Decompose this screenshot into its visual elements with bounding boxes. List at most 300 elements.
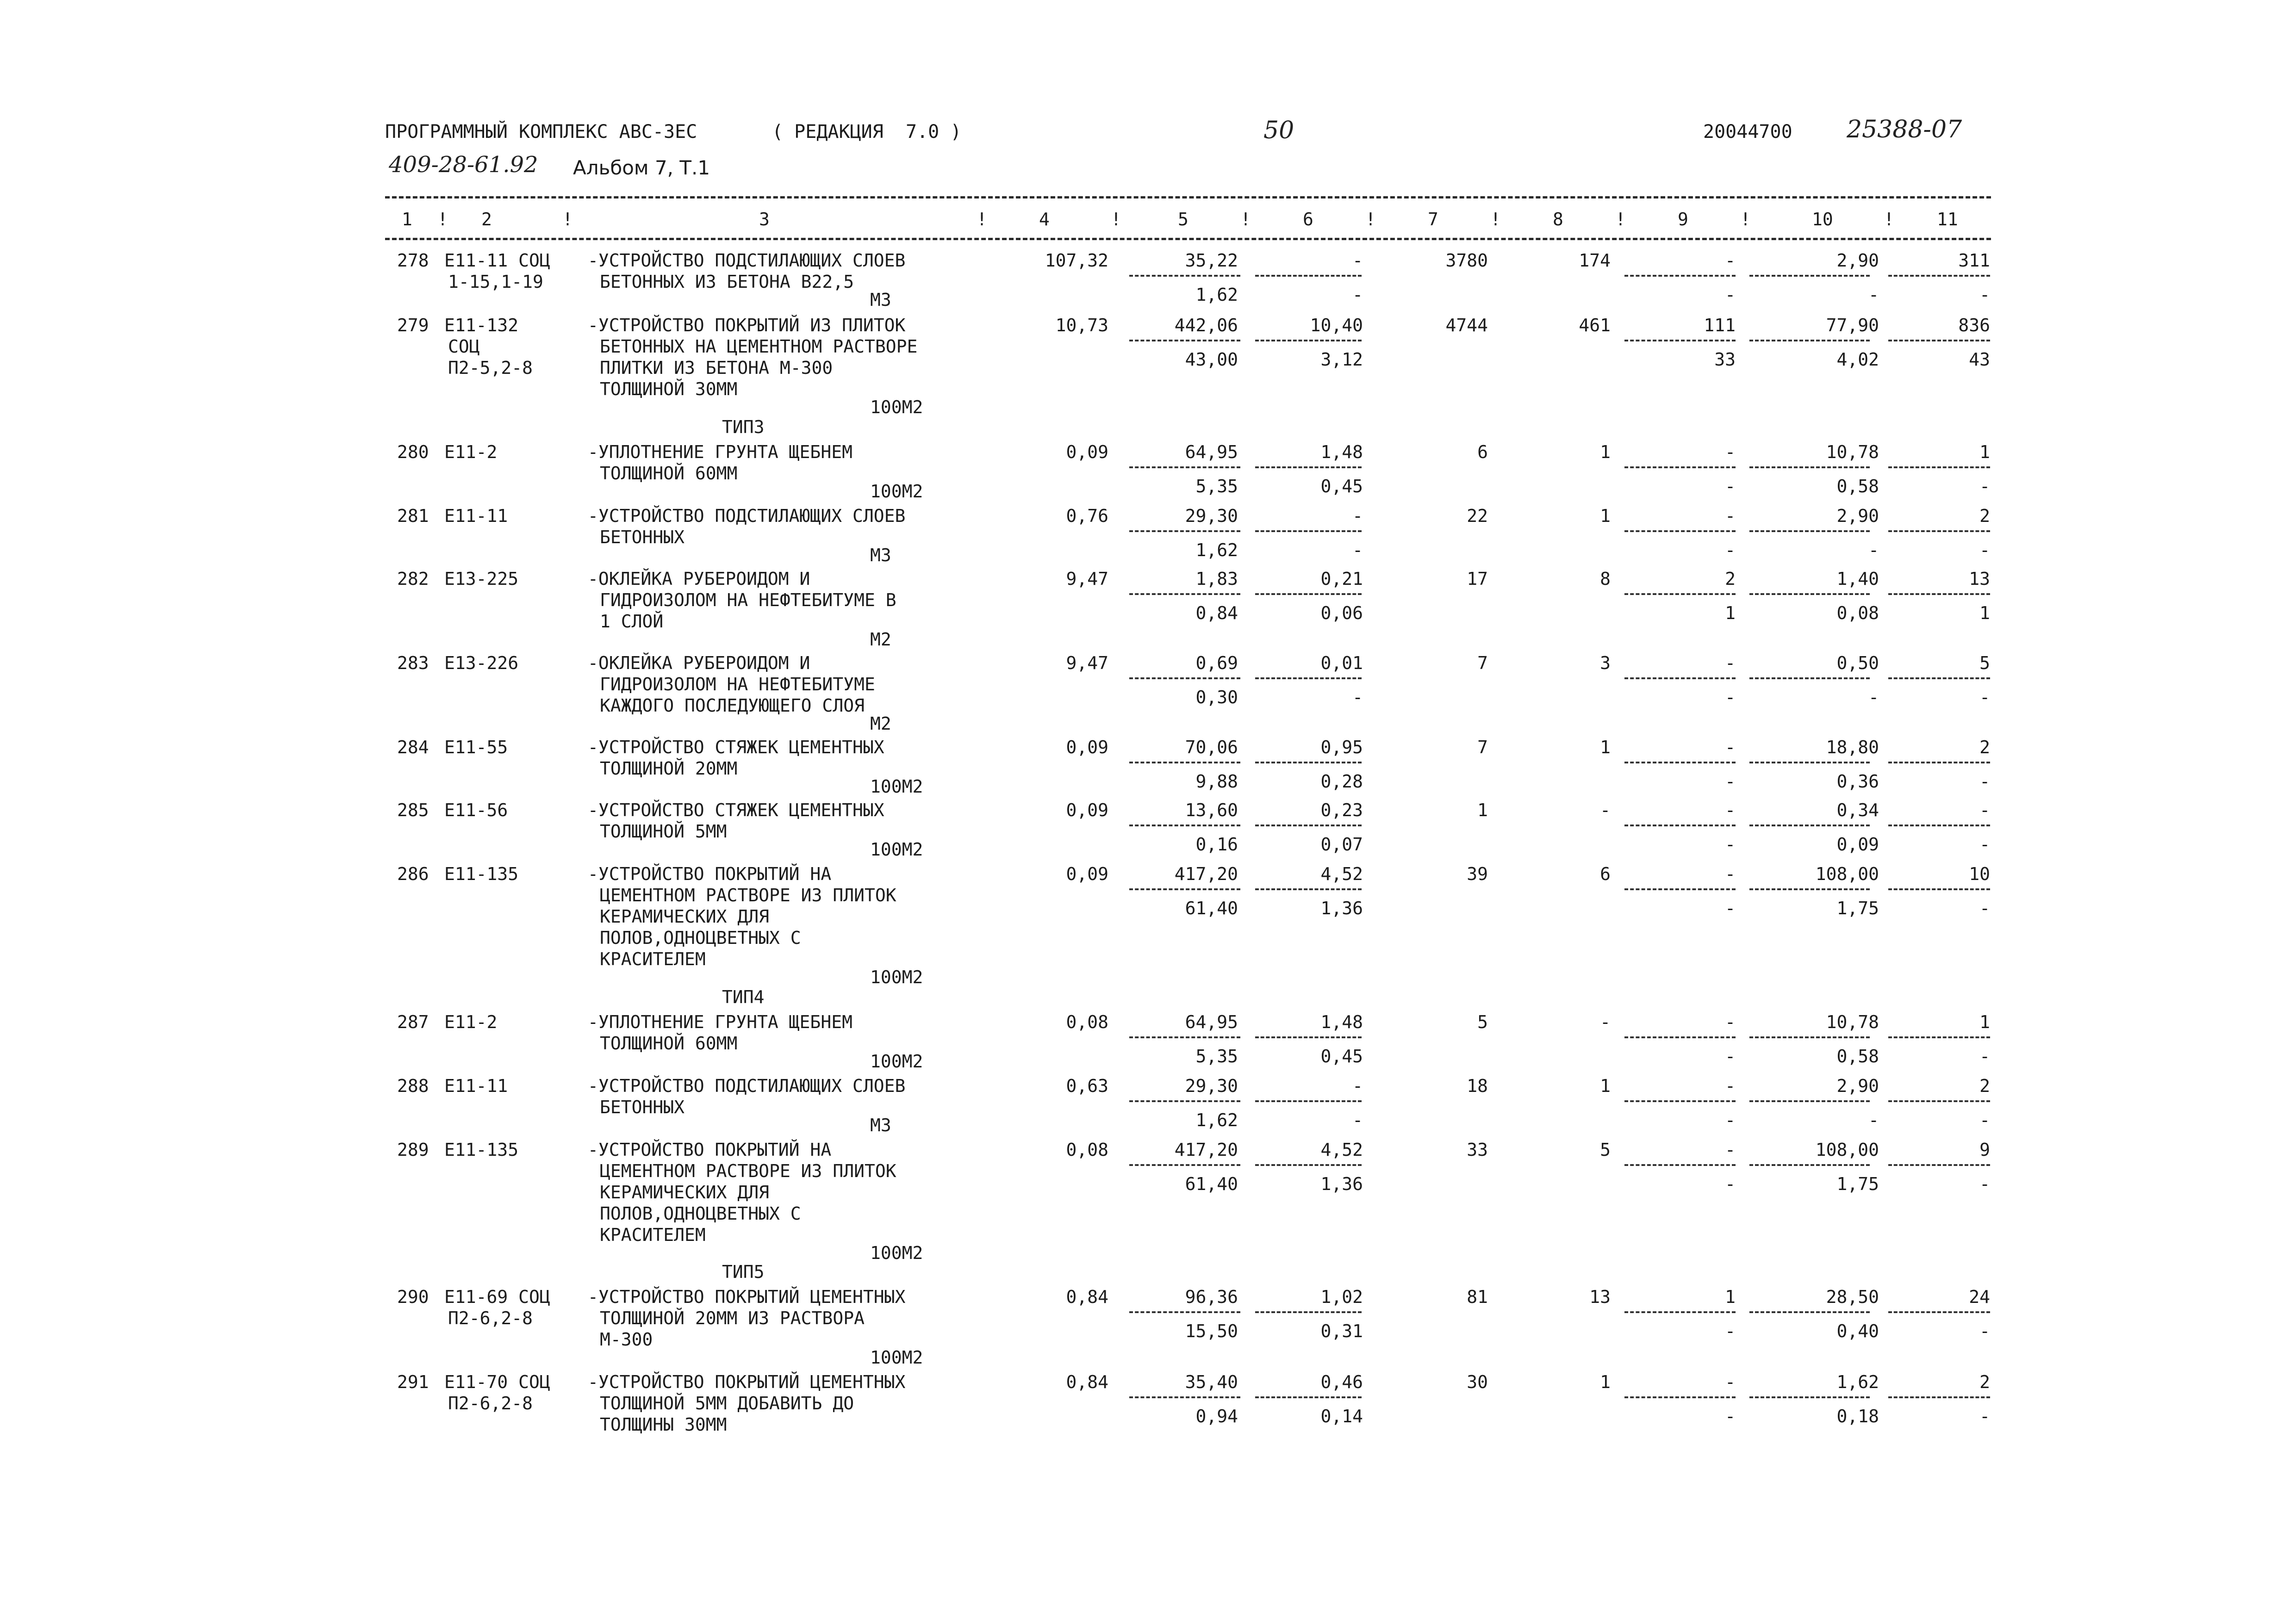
column-separator: !	[1365, 209, 1376, 229]
labor-total: -	[1725, 1372, 1736, 1392]
total-machine: 3	[1600, 653, 1611, 673]
cell-divider	[1255, 677, 1362, 679]
machine-cost: -	[1352, 250, 1363, 271]
cell-divider	[1255, 825, 1362, 826]
total-machine: 461	[1579, 315, 1611, 335]
rate-code: Е13-226	[444, 653, 519, 673]
cell-divider	[1624, 762, 1736, 763]
machine-cost: 0,95	[1320, 737, 1363, 757]
cell-divider	[1624, 1396, 1736, 1398]
column-separator: !	[1615, 209, 1626, 229]
work-description: -УСТРОЙСТВО СТЯЖЕК ЦЕМЕНТНЫХ	[588, 800, 884, 820]
column-header-11: 11	[1937, 209, 1958, 229]
machine-cost-wages: 0,06	[1320, 602, 1363, 623]
work-description: ЦЕМЕНТНОМ РАСТВОРЕ ИЗ ПЛИТОК	[600, 1161, 896, 1181]
cell-divider	[1255, 1164, 1362, 1166]
cell-divider	[1888, 275, 1990, 277]
machine-cost: 1,48	[1320, 442, 1363, 462]
cell-divider	[1129, 1100, 1240, 1102]
labor-amount-machine: -	[1979, 1110, 1990, 1130]
work-description: БЕТОННЫХ НА ЦЕМЕНТНОМ РАСТВОРЕ	[600, 336, 918, 357]
rate-code-extra: П2-6,2-8	[448, 1308, 533, 1328]
cell-divider	[1255, 340, 1362, 341]
unit-of-measure: 100М2	[870, 1347, 923, 1368]
column-separator: !	[1490, 209, 1501, 229]
labor-unit: 28,50	[1826, 1287, 1879, 1307]
rate-code: Е11-135	[444, 864, 519, 884]
labor-amount-machine: -	[1979, 1321, 1990, 1341]
labor-unit: 108,00	[1815, 1140, 1879, 1160]
unit-cost-wages: 0,30	[1195, 687, 1238, 707]
work-description: ТОЛЩИНЫ 30ММ	[600, 1414, 727, 1435]
labor-amount: 1	[1979, 1012, 1990, 1032]
labor-unit-machine: -	[1868, 284, 1879, 305]
cell-divider	[1255, 593, 1362, 595]
cell-divider	[1888, 1396, 1990, 1398]
type-heading: ТИП4	[722, 987, 765, 1007]
machine-cost: 0,21	[1320, 569, 1363, 589]
labor-amount-machine: -	[1979, 1046, 1990, 1066]
cell-divider	[1129, 275, 1240, 277]
total-machine: -	[1600, 800, 1611, 820]
column-header-7: 7	[1428, 209, 1438, 229]
labor-unit-machine: -	[1868, 539, 1879, 560]
labor-amount-machine: 43	[1969, 349, 1990, 370]
row-number: 284	[397, 737, 429, 757]
work-description: ТОЛЩИНОЙ 60ММ	[600, 1033, 738, 1054]
labor-unit: 2,90	[1836, 506, 1879, 526]
quantity: 10,73	[1055, 315, 1108, 335]
cell-divider	[1624, 340, 1736, 341]
labor-amount-machine: 1	[1979, 602, 1990, 623]
quantity: 0,09	[1066, 800, 1108, 820]
column-header-9: 9	[1678, 209, 1688, 229]
labor-unit-machine: 0,08	[1836, 602, 1879, 623]
machine-cost: 1,02	[1320, 1287, 1363, 1307]
unit-cost-wages: 43,00	[1185, 349, 1238, 370]
quantity: 0,09	[1066, 864, 1108, 884]
unit-cost-wages: 0,16	[1195, 834, 1238, 855]
labor-amount-machine: -	[1979, 687, 1990, 707]
machine-cost-wages: 1,36	[1320, 1173, 1363, 1194]
total-machine: 1	[1600, 1372, 1611, 1392]
work-description: -УСТРОЙСТВО ПОКРЫТИЙ ЦЕМЕНТНЫХ	[588, 1287, 906, 1307]
unit-cost-wages: 0,94	[1195, 1406, 1238, 1426]
unit-cost: 29,30	[1185, 506, 1238, 526]
rate-code-extra: СОЦ	[448, 336, 480, 357]
labor-amount-machine: -	[1979, 834, 1990, 855]
cell-divider	[1624, 677, 1736, 679]
row-number: 280	[397, 442, 429, 462]
quantity: 9,47	[1066, 569, 1108, 589]
cell-divider	[1888, 1311, 1990, 1313]
rate-code-extra: П2-6,2-8	[448, 1393, 533, 1414]
total-cost: 7	[1477, 737, 1488, 757]
unit-cost: 29,30	[1185, 1076, 1238, 1096]
cell-divider	[1749, 1396, 1870, 1398]
labor-machine: -	[1725, 687, 1736, 707]
cell-divider	[1624, 466, 1736, 468]
labor-unit-machine: 1,75	[1836, 1173, 1879, 1194]
labor-unit-machine: -	[1868, 1110, 1879, 1130]
unit-cost: 70,06	[1185, 737, 1238, 757]
labor-amount: 836	[1958, 315, 1990, 335]
page-number: 50	[1263, 117, 1294, 144]
work-description: -УСТРОЙСТВО ПОДСТИЛАЮЩИХ СЛОЕВ	[588, 506, 906, 526]
labor-unit-machine: -	[1868, 687, 1879, 707]
cell-divider	[1888, 825, 1990, 826]
work-description: ТОЛЩИНОЙ 20ММ ИЗ РАСТВОРА	[600, 1308, 865, 1328]
rate-code-extra: 1-15,1-19	[448, 272, 543, 292]
total-cost: 4744	[1445, 315, 1488, 335]
cell-divider	[1255, 275, 1362, 277]
rate-code-extra: П2-5,2-8	[448, 358, 533, 378]
unit-cost: 64,95	[1185, 442, 1238, 462]
machine-cost: -	[1352, 1076, 1363, 1096]
total-cost: 5	[1477, 1012, 1488, 1032]
labor-amount: 311	[1958, 250, 1990, 271]
labor-unit-machine: 0,40	[1836, 1321, 1879, 1341]
cell-divider	[1749, 466, 1870, 468]
unit-cost-wages: 15,50	[1185, 1321, 1238, 1341]
cell-divider	[1888, 762, 1990, 763]
machine-cost: 0,23	[1320, 800, 1363, 820]
unit-cost-wages: 9,88	[1195, 771, 1238, 792]
labor-total: -	[1725, 653, 1736, 673]
row-number: 290	[397, 1287, 429, 1307]
labor-machine: -	[1725, 898, 1736, 918]
column-separator: !	[1111, 209, 1121, 229]
unit-cost-wages: 1,62	[1195, 539, 1238, 560]
machine-cost-wages: 1,36	[1320, 898, 1363, 918]
album-label: Альбом 7, Т.1	[573, 156, 710, 179]
column-header-10: 10	[1812, 209, 1833, 229]
row-number: 283	[397, 653, 429, 673]
labor-total: -	[1725, 800, 1736, 820]
labor-machine: -	[1725, 1110, 1736, 1130]
edition-label: ( РЕДАКЦИЯ 7.0 )	[772, 121, 962, 143]
work-description: -УСТРОЙСТВО ПОКРЫТИЙ НА	[588, 1140, 832, 1160]
work-description: -УПЛОТНЕНИЕ ГРУНТА ЩЕБНЕМ	[588, 442, 852, 462]
cell-divider	[1888, 593, 1990, 595]
cell-divider	[1888, 1100, 1990, 1102]
unit-cost: 35,40	[1185, 1372, 1238, 1392]
cell-divider	[1749, 1164, 1870, 1166]
cell-divider	[1749, 888, 1870, 890]
labor-unit-machine: 0,18	[1836, 1406, 1879, 1426]
labor-unit: 0,34	[1836, 800, 1879, 820]
column-separator: !	[1884, 209, 1894, 229]
work-description: КЕРАМИЧЕСКИХ ДЛЯ	[600, 1182, 770, 1203]
work-description: ГИДРОИЗОЛОМ НА НЕФТЕБИТУМЕ В	[600, 590, 896, 610]
cell-divider	[1129, 530, 1240, 532]
cell-divider	[1624, 888, 1736, 890]
machine-cost: 1,48	[1320, 1012, 1363, 1032]
column-separator: !	[562, 209, 573, 229]
labor-amount: 24	[1969, 1287, 1990, 1307]
machine-cost-wages: 0,45	[1320, 1046, 1363, 1066]
rate-code: Е13-225	[444, 569, 519, 589]
unit-cost-wages: 5,35	[1195, 1046, 1238, 1066]
unit-of-measure: 100М2	[870, 776, 923, 797]
labor-total: -	[1725, 1012, 1736, 1032]
cell-divider	[1255, 762, 1362, 763]
labor-unit: 2,90	[1836, 250, 1879, 271]
machine-cost: 4,52	[1320, 1140, 1363, 1160]
labor-unit: 2,90	[1836, 1076, 1879, 1096]
row-number: 281	[397, 506, 429, 526]
total-machine: 8	[1600, 569, 1611, 589]
labor-amount-machine: -	[1979, 1406, 1990, 1426]
machine-cost-wages: -	[1352, 284, 1363, 305]
unit-cost: 0,69	[1195, 653, 1238, 673]
cell-divider	[1888, 1036, 1990, 1038]
unit-of-measure: М3	[870, 545, 891, 565]
cell-divider	[1255, 1396, 1362, 1398]
machine-cost: -	[1352, 506, 1363, 526]
quantity: 107,32	[1045, 250, 1108, 271]
work-description: -ОКЛЕЙКА РУБЕРОИДОМ И	[588, 653, 810, 673]
column-separator: !	[1240, 209, 1251, 229]
quantity: 0,76	[1066, 506, 1108, 526]
cell-divider	[1888, 888, 1990, 890]
cell-divider	[1888, 1164, 1990, 1166]
total-cost: 18	[1467, 1076, 1488, 1096]
cell-divider	[1749, 1311, 1870, 1313]
unit-of-measure: 100М2	[870, 839, 923, 860]
work-description: БЕТОННЫХ ИЗ БЕТОНА В22,5	[600, 272, 854, 292]
total-machine: 1	[1600, 737, 1611, 757]
labor-machine: 33	[1714, 349, 1736, 370]
total-cost: 39	[1467, 864, 1488, 884]
total-machine: -	[1600, 1012, 1611, 1032]
cell-divider	[1129, 1396, 1240, 1398]
cell-divider	[1129, 825, 1240, 826]
labor-amount: 2	[1979, 737, 1990, 757]
labor-unit: 10,78	[1826, 442, 1879, 462]
cell-divider	[1624, 1036, 1736, 1038]
unit-cost-wages: 1,62	[1195, 1110, 1238, 1130]
work-description: БЕТОННЫХ	[600, 527, 685, 547]
rate-code: Е11-11	[444, 506, 508, 526]
cell-divider	[1624, 530, 1736, 532]
labor-total: -	[1725, 1076, 1736, 1096]
work-description: -УСТРОЙСТВО ПОКРЫТИЙ ИЗ ПЛИТОК	[588, 315, 906, 335]
rate-code: Е11-132	[444, 315, 519, 335]
machine-cost: 0,01	[1320, 653, 1363, 673]
machine-cost: 4,52	[1320, 864, 1363, 884]
cell-divider	[1255, 1100, 1362, 1102]
work-description: КЕРАМИЧЕСКИХ ДЛЯ	[600, 906, 770, 927]
unit-cost: 35,22	[1185, 250, 1238, 271]
work-description: КРАСИТЕЛЕМ	[600, 1225, 706, 1245]
cell-divider	[1888, 340, 1990, 341]
row-number: 288	[397, 1076, 429, 1096]
machine-cost-wages: 0,31	[1320, 1321, 1363, 1341]
unit-cost-wages: 61,40	[1185, 1173, 1238, 1194]
cell-divider	[1255, 530, 1362, 532]
quantity: 0,09	[1066, 737, 1108, 757]
machine-cost-wages: -	[1352, 687, 1363, 707]
total-cost: 33	[1467, 1140, 1488, 1160]
labor-total: -	[1725, 737, 1736, 757]
labor-amount: 13	[1969, 569, 1990, 589]
labor-total: -	[1725, 442, 1736, 462]
rate-code: Е11-135	[444, 1140, 519, 1160]
labor-unit-machine: 0,58	[1836, 476, 1879, 496]
unit-cost: 417,20	[1174, 864, 1238, 884]
work-description: ЦЕМЕНТНОМ РАСТВОРЕ ИЗ ПЛИТОК	[600, 885, 896, 905]
machine-cost-wages: -	[1352, 1110, 1363, 1130]
total-machine: 6	[1600, 864, 1611, 884]
total-cost: 7	[1477, 653, 1488, 673]
unit-of-measure: 100М2	[870, 397, 923, 417]
cell-divider	[1624, 1100, 1736, 1102]
labor-unit-machine: 0,36	[1836, 771, 1879, 792]
cell-divider	[1749, 1100, 1870, 1102]
cell-divider	[1129, 888, 1240, 890]
labor-total: -	[1725, 1140, 1736, 1160]
row-number: 287	[397, 1012, 429, 1032]
rate-code: Е11-69 СОЦ	[444, 1287, 550, 1307]
labor-amount: 2	[1979, 1076, 1990, 1096]
machine-cost-wages: 0,45	[1320, 476, 1363, 496]
labor-amount: -	[1979, 800, 1990, 820]
cell-divider	[1129, 593, 1240, 595]
work-description: -УСТРОЙСТВО ПОКРЫТИЙ НА	[588, 864, 832, 884]
quantity: 0,84	[1066, 1372, 1108, 1392]
cell-divider	[1749, 677, 1870, 679]
labor-machine: -	[1725, 1321, 1736, 1341]
program-title: ПРОГРАММНЫЙ КОМПЛЕКС АВС-ЗЕС	[385, 121, 697, 143]
unit-of-measure: М3	[870, 290, 891, 310]
unit-of-measure: М2	[870, 629, 891, 650]
quantity: 0,63	[1066, 1076, 1108, 1096]
cell-divider	[1749, 1036, 1870, 1038]
total-cost: 6	[1477, 442, 1488, 462]
cell-divider	[1888, 530, 1990, 532]
total-cost: 3780	[1445, 250, 1488, 271]
rate-code: Е11-11 СОЦ	[444, 250, 550, 271]
labor-machine: -	[1725, 476, 1736, 496]
quantity: 0,09	[1066, 442, 1108, 462]
unit-of-measure: 100М2	[870, 1051, 923, 1072]
total-cost: 30	[1467, 1372, 1488, 1392]
cell-divider	[1624, 825, 1736, 826]
row-number: 289	[397, 1140, 429, 1160]
cell-divider	[1749, 825, 1870, 826]
document-code: 20044700	[1703, 121, 1792, 143]
machine-cost: 0,46	[1320, 1372, 1363, 1392]
labor-total: 111	[1704, 315, 1736, 335]
labor-total: -	[1725, 506, 1736, 526]
work-description: ТОЛЩИНОЙ 20ММ	[600, 758, 738, 779]
cell-divider	[1624, 593, 1736, 595]
cell-divider	[1624, 1311, 1736, 1313]
labor-machine: 1	[1725, 602, 1736, 623]
machine-cost-wages: -	[1352, 539, 1363, 560]
column-headers	[0, 209, 2296, 237]
type-heading: ТИП3	[722, 417, 765, 437]
work-description: -УСТРОЙСТВО СТЯЖЕК ЦЕМЕНТНЫХ	[588, 737, 884, 757]
column-header-5: 5	[1178, 209, 1188, 229]
labor-machine: -	[1725, 284, 1736, 305]
work-description: -УПЛОТНЕНИЕ ГРУНТА ЩЕБНЕМ	[588, 1012, 852, 1032]
quantity: 0,08	[1066, 1140, 1108, 1160]
labor-total: -	[1725, 250, 1736, 271]
rate-code: Е11-2	[444, 1012, 498, 1032]
document-number: 25388-07	[1847, 116, 1962, 143]
labor-amount-machine: -	[1979, 539, 1990, 560]
rate-code: Е11-70 СОЦ	[444, 1372, 550, 1392]
work-description: ПЛИТКИ ИЗ БЕТОНА М-300	[600, 358, 833, 378]
machine-cost: 10,40	[1310, 315, 1363, 335]
work-description: КАЖДОГО ПОСЛЕДУЮЩЕГО СЛОЯ	[600, 695, 865, 716]
total-cost: 17	[1467, 569, 1488, 589]
labor-unit: 1,62	[1836, 1372, 1879, 1392]
labor-amount: 5	[1979, 653, 1990, 673]
column-header-1: 1	[402, 209, 412, 229]
column-separator: !	[1740, 209, 1751, 229]
labor-unit-machine: 1,75	[1836, 898, 1879, 918]
total-machine: 1	[1600, 442, 1611, 462]
cell-divider	[1749, 275, 1870, 277]
machine-cost-wages: 0,28	[1320, 771, 1363, 792]
labor-unit: 77,90	[1826, 315, 1879, 335]
column-separator: !	[437, 209, 448, 229]
total-machine: 5	[1600, 1140, 1611, 1160]
labor-total: 2	[1725, 569, 1736, 589]
cell-divider	[1749, 340, 1870, 341]
labor-amount-machine: -	[1979, 1173, 1990, 1194]
work-description: -УСТРОЙСТВО ПОДСТИЛАЮЩИХ СЛОЕВ	[588, 1076, 906, 1096]
column-header-8: 8	[1553, 209, 1563, 229]
machine-cost-wages: 0,14	[1320, 1406, 1363, 1426]
unit-cost-wages: 61,40	[1185, 898, 1238, 918]
cell-divider	[1129, 466, 1240, 468]
total-machine: 174	[1579, 250, 1611, 271]
labor-machine: -	[1725, 539, 1736, 560]
total-machine: 1	[1600, 506, 1611, 526]
labor-total: -	[1725, 864, 1736, 884]
unit-of-measure: 100М2	[870, 481, 923, 502]
labor-machine: -	[1725, 1046, 1736, 1066]
quantity: 0,08	[1066, 1012, 1108, 1032]
labor-amount-machine: -	[1979, 476, 1990, 496]
unit-of-measure: 100М2	[870, 967, 923, 987]
labor-unit: 0,50	[1836, 653, 1879, 673]
cell-divider	[1749, 593, 1870, 595]
work-description: -ОКЛЕЙКА РУБЕРОИДОМ И	[588, 569, 810, 589]
labor-machine: -	[1725, 1406, 1736, 1426]
cell-divider	[1749, 762, 1870, 763]
total-cost: 1	[1477, 800, 1488, 820]
cell-divider	[1888, 466, 1990, 468]
project-number: 409-28-61.92	[389, 152, 538, 178]
work-description: КРАСИТЕЛЕМ	[600, 949, 706, 969]
labor-unit-machine: 0,09	[1836, 834, 1879, 855]
unit-of-measure: М3	[870, 1115, 891, 1135]
total-machine: 1	[1600, 1076, 1611, 1096]
work-description: -УСТРОЙСТВО ПОКРЫТИЙ ЦЕМЕНТНЫХ	[588, 1372, 906, 1392]
rate-code: Е11-2	[444, 442, 498, 462]
cell-divider	[1624, 1164, 1736, 1166]
cell-divider	[1255, 466, 1362, 468]
cell-divider	[1255, 888, 1362, 890]
unit-of-measure: М2	[870, 713, 891, 734]
row-number: 282	[397, 569, 429, 589]
work-description: БЕТОННЫХ	[600, 1097, 685, 1117]
